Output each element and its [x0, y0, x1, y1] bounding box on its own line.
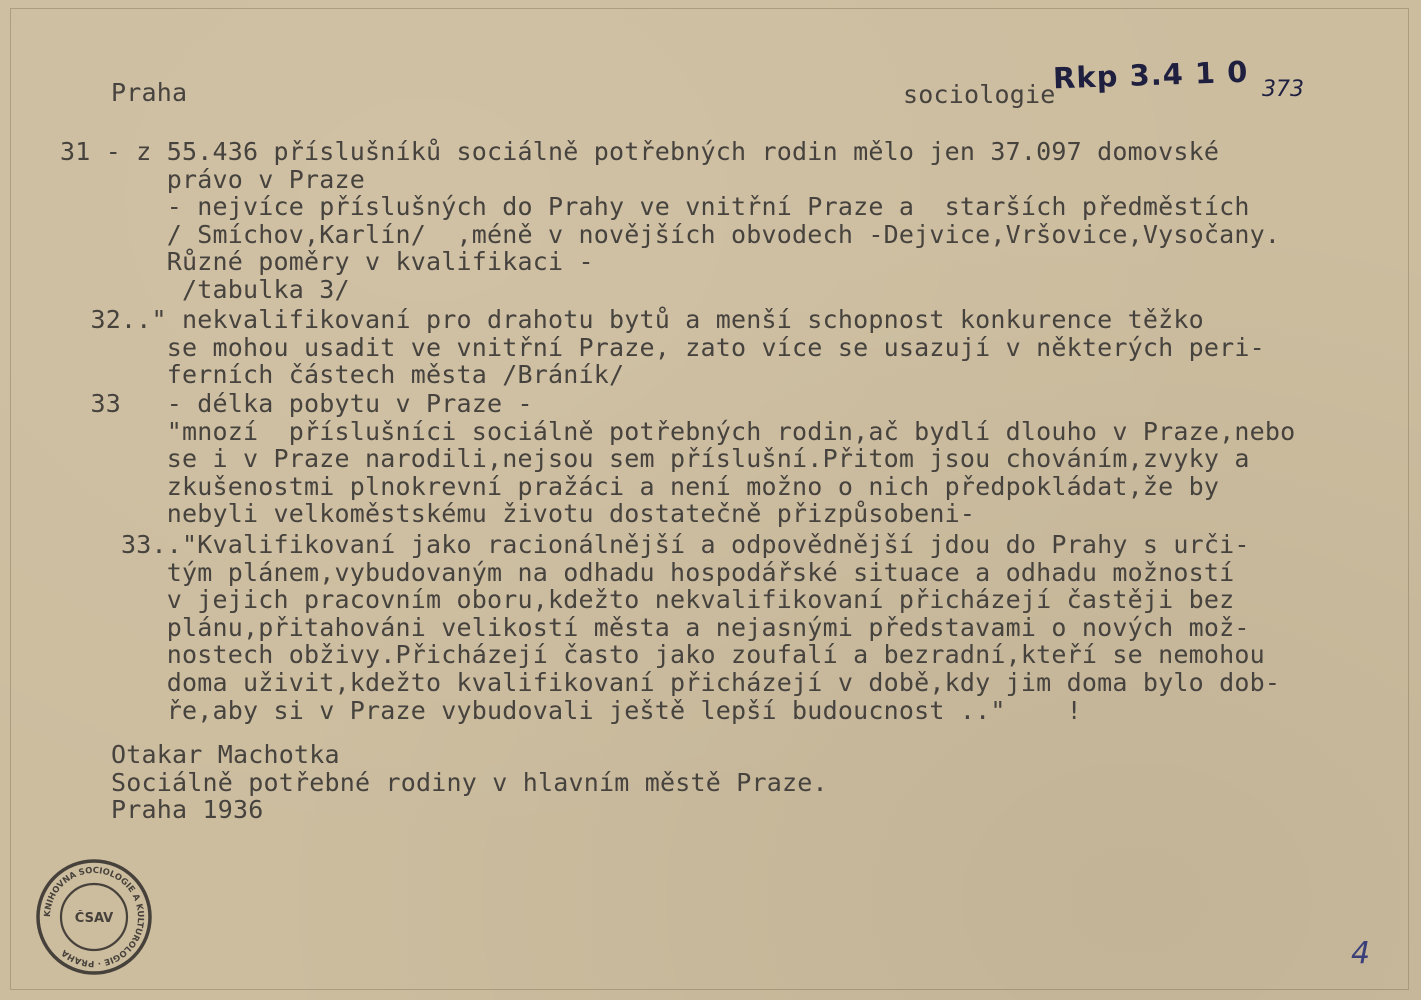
body-line: ře,aby si v Praze vybudovali ještě lepší budoucnost .." !	[60, 695, 1082, 725]
body-line: "mnozí příslušníci sociálně potřebných rodin,ač bydlí dlouho v Praze,nebo	[60, 416, 1296, 446]
body-line: doma uživit,kdežto kvalifikovaní přicházejí v době,kdy jim doma bylo dob-	[60, 668, 1281, 697]
library-stamp	[35, 858, 153, 976]
body-line: nebyli velkoměstskému životu dostatečně přizpůsobeni-	[60, 499, 976, 529]
body-line: 31 - z 55.436 příslušníků sociálně potřebných rodin mělo jen 37.097 domovské	[60, 137, 1220, 166]
body-line: v jejich pracovním oboru,kdežto nekvalifikovaní přicházejí častěji bez	[60, 585, 1235, 615]
body-line: právo v Praze	[60, 164, 366, 194]
body-line: 33 - délka pobytu v Praze -	[60, 389, 533, 418]
signature-number: 373	[1262, 77, 1304, 102]
body-line: se mohou usadit ve vnitřní Praze, zato více se usazují v některých peri-	[60, 332, 1265, 362]
stamp-center-text: ČSAV	[74, 911, 114, 926]
header-place: Praha	[111, 78, 188, 107]
source-title: Sociálně potřebné rodiny v hlavním městě Praze.	[111, 767, 828, 797]
page-number: 4	[1351, 936, 1371, 971]
body-line: Různé poměry v kvalifikaci -	[60, 247, 594, 277]
body-line: tým plánem,vybudovaným na odhadu hospodářské situace a odhadu možností	[60, 557, 1235, 587]
source-imprint: Praha 1936	[111, 795, 264, 825]
body-line: / Smíchov,Karlín/ ,méně v novějších obvodech -Dejvice,Vršovice,Vysočany.	[60, 219, 1281, 249]
body-line: zkušenostmi plnokrevní pražáci a není možno o nich předpokládat,že by	[60, 471, 1220, 501]
source-author: Otakar Machotka	[111, 740, 340, 769]
body-line: 32.." nekvalifikovaní pro drahotu bytů a menší schopnost konkurence těžko	[60, 305, 1204, 334]
body-line: - nejvíce příslušných do Prahy ve vnitřní Praze a starších předměstích	[60, 192, 1250, 222]
body-line: plánu,přitahováni velikostí města a nejasnými představami o nových mož-	[60, 612, 1250, 642]
body-line: nostech obživy.Přicházejí často jako zoufalí a bezradní,kteří se nemohou	[60, 640, 1265, 670]
stamp-outer-text: KNIHOVNA SOCIOLOGIE A KULTUROLOGIE · PRAHA	[42, 865, 146, 969]
body-line: ferních částech města /Bráník/	[60, 360, 625, 390]
header-subject: sociologie	[903, 80, 1056, 109]
signature-mark: Rkp 3.4 1 0	[1052, 54, 1249, 96]
body-line: 33.."Kvalifikovaní jako racionálnější a odpovědnější jdou do Prahy s urči-	[60, 530, 1250, 559]
body-line: /tabulka 3/	[60, 275, 350, 304]
body-line: se i v Praze narodili,nejsou sem příslušní.Přitom jsou chováním,zvyky a	[60, 444, 1250, 474]
